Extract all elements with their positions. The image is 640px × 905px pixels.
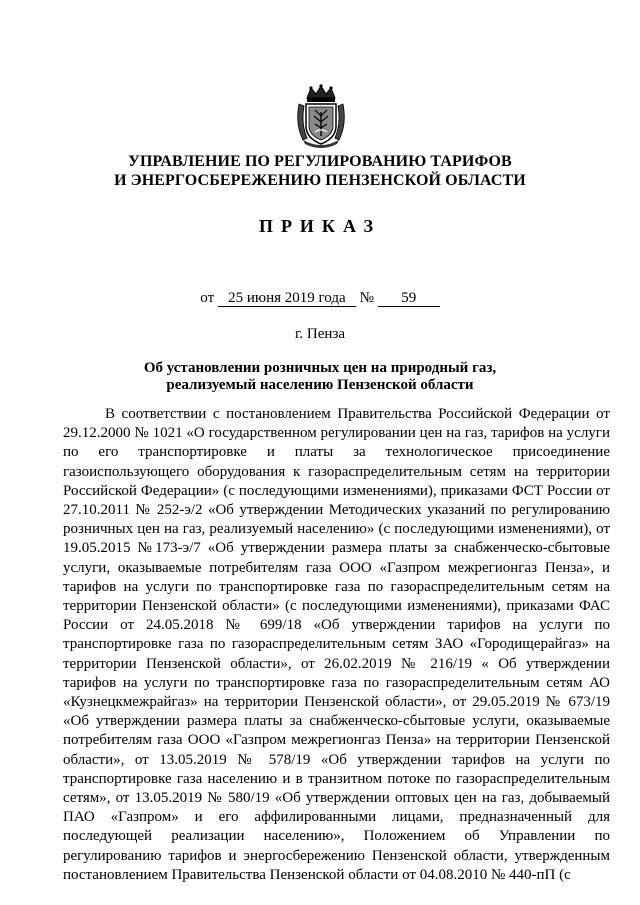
order-date: 25 июня 2019 года bbox=[218, 291, 356, 307]
number-prefix: № bbox=[359, 290, 374, 306]
issuing-authority bbox=[60, 152, 580, 190]
body-paragraph: В соответствии с постановлением Правительства Российской Федерации от 29.12.2000 № 1021 «О государственном регулировании цен на газ, тарифов на услуги по его транспортировке и платы за технологическое присоединение газоиспользующего оборудования к газораспределительным сетям на территории Российской Федерации» (с последующими изменениями), приказами ФСТ России от 27.10.2011 № 252-э/2 «Об утверждении Методических указаний по регулированию розничных цен на газ, реализуемый населению» (с последующими изменениями), от 19.05.2015 №173-э/7 «Об утверждении размера платы за снабженческо-сбытовые услуги, оказываемые потребителям газа ООО «Газпром межрегионгаз Пенза», и тарифов на услуги по транспортировке газа по газораспределительным сетям на территории Пензенской области» (с последующими изменениями), приказами ФАС России от 24.05.2018 № 699/18 «Об утверждении тарифов на услуги по транспортировке газа по газораспределительным сетям ЗАО «Городищерайгаз» на территории Пензенской области», от 26.02.2019 № 216/19 « Об утверждении тарифов на услуги по транспортировке газа по газораспределительным сетям АО «Кузнецкмежрайгаз» на территории Пензенской области», от 29.05.2019 № 673/19 «Об утверждении размера платы за снабженческо-сбытовые услуги, оказываемые потребителям газа ООО «Газпром межрегионгаз Пенза» на территории Пензенской области», от 13.05.2019 № 578/19 «Об утверждении тарифов на услуги по транспортировке газа населению и в транзитном потоке по газораспределительным сетям», от 13.05.2019 № 580/19 «Об утверждении оптовых цен на газ, добываемый ПАО «Газпром» и его аффилированными лицами, предназначенный для последующей реализации населению», Положением об Управлении по регулированию тарифов и энергосбережению Пензенской области, утвержденным постановлением Правительства Пензенской области от 04.08.2010 № 440-пП (с bbox=[63, 406, 610, 883]
subject-line-2: реализуемый населению Пензенской области bbox=[166, 377, 474, 393]
coat-of-arms-icon bbox=[293, 84, 349, 148]
authority-line-2: И ЭНЕРГОСБЕРЕЖЕНИЮ ПЕНЗЕНСКОЙ ОБЛАСТИ bbox=[114, 172, 526, 189]
authority-line-1: УПРАВЛЕНИЕ ПО РЕГУЛИРОВАНИЮ ТАРИФОВ bbox=[128, 153, 512, 170]
date-prefix: от bbox=[200, 290, 215, 306]
city-of-issue: г. Пенза bbox=[294, 326, 346, 342]
document-type-title: ПРИКАЗ bbox=[258, 216, 382, 236]
subject-line-1: Об установлении розничных цен на природный газ, bbox=[143, 360, 497, 376]
order-subject bbox=[60, 360, 580, 394]
order-number: 59 bbox=[378, 291, 440, 307]
date-number-line bbox=[0, 290, 640, 307]
